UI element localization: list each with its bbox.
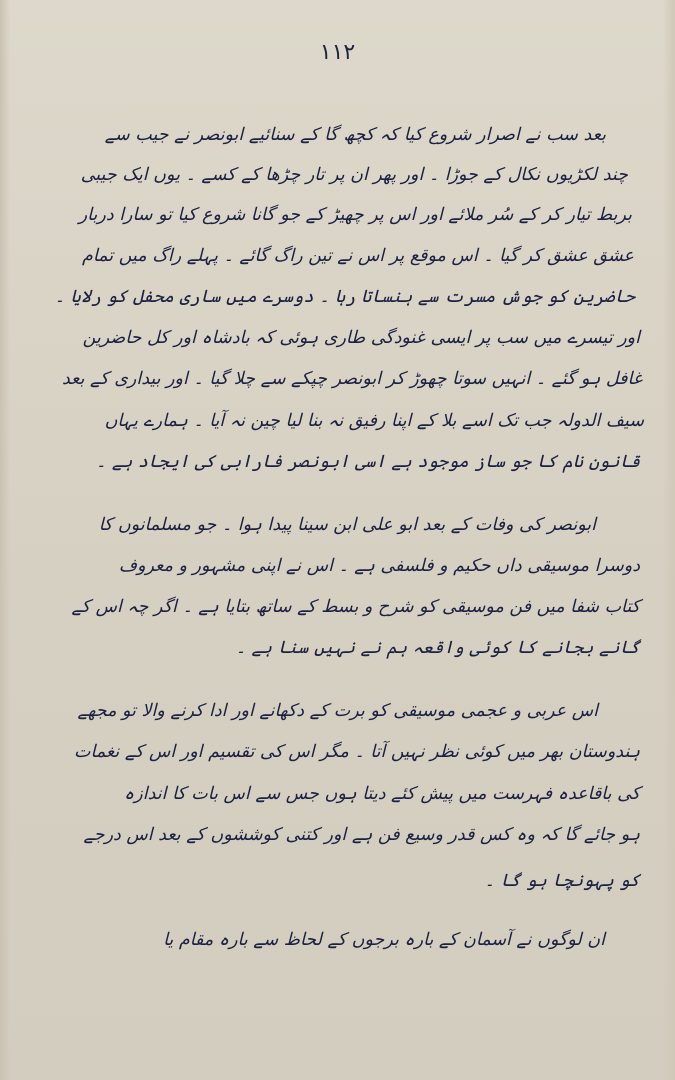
text-line: قانون نام کا جو ساز موجود ہے اسی ابونصر فارابی کی ایجاد ہے ۔ <box>96 452 640 472</box>
text-line: عشق عشق کر گیا ۔ اس موقع پر اس نے تین راگ گائے ۔ پہلے راگ میں تمام <box>81 246 634 266</box>
text-line: کتاب شفا میں فن موسیقی کو شرح و بسط کے ساتھ بتایا ہے ۔ اگر چہ اس کے <box>71 597 640 617</box>
text-line: گانے بجانے کا کوئی واقعہ ہم نے نہیں سنا ہے ۔ <box>235 638 640 658</box>
text-line: کو پہونچا ہو گا ۔ <box>484 871 640 891</box>
text-line: ہو جائے گا کہ وہ کس قدر وسیع فن ہے اور کتنی کوششوں کے بعد اس درجے <box>83 825 640 845</box>
text-line: حاضرین کو جوش مسرت سے ہنساتا رہا ۔ دوسرے میں ساری محفل کو رلایا ۔ <box>54 287 635 307</box>
text-line: اور تیسرے میں سب پر ایسی غنودگی طاری ہوئی کہ بادشاہ اور کل حاضرین <box>82 328 640 348</box>
text-line: ہندوستان بھر میں کوئی نظر نہیں آتا ۔ مگر اس کی تقسیم اور اس کے نغمات <box>74 742 640 762</box>
text-line: ابونصر کی وفات کے بعد ابو علی ابن سینا پیدا ہوا ۔ جو مسلمانوں کا <box>98 515 596 535</box>
text-line: چند لکڑیوں نکال کے جوڑا ۔ اور پھر ان پر تار چڑھا کے کسے ۔ یوں ایک جیبی <box>80 165 628 185</box>
text-line: غافل ہو گئے ۔ انہیں سوتا چھوڑ کر ابونصر چپکے سے چلا گیا ۔ اور بیداری کے بعد <box>61 369 642 389</box>
page-number: ۱۱۲ <box>319 40 356 65</box>
text-line: کی باقاعدہ فہرست میں پیش کئے دیتا ہوں جس سے اس بات کا اندازہ <box>124 784 640 804</box>
text-line: ان لوگوں نے آسمان کے بارہ برجوں کے لحاظ سے بارہ مقام یا <box>163 930 605 950</box>
text-line: دوسرا موسیقی داں حکیم و فلسفی ہے ۔ اس نے اپنی مشہور و معروف <box>118 556 640 576</box>
text-line: بربط تیار کر کے سُر ملائے اور اس پر چھیڑ کے جو گانا شروع کیا تو سارا دربار <box>78 205 632 225</box>
text-line: بعد سب نے اصرار شروع کیا کہ کچھ گا کے سنائیے ابونصر نے جیب سے <box>104 125 606 145</box>
text-line: اس عربی و عجمی موسیقی کو برت کے دکھانے اور ادا کرنے والا تو مجھے <box>77 701 598 721</box>
text-line: سیف الدولہ جب تک اسے بلا کے اپنا رفیق نہ بنا لیا چین نہ آیا ۔ ہمارے یہاں <box>104 411 644 431</box>
